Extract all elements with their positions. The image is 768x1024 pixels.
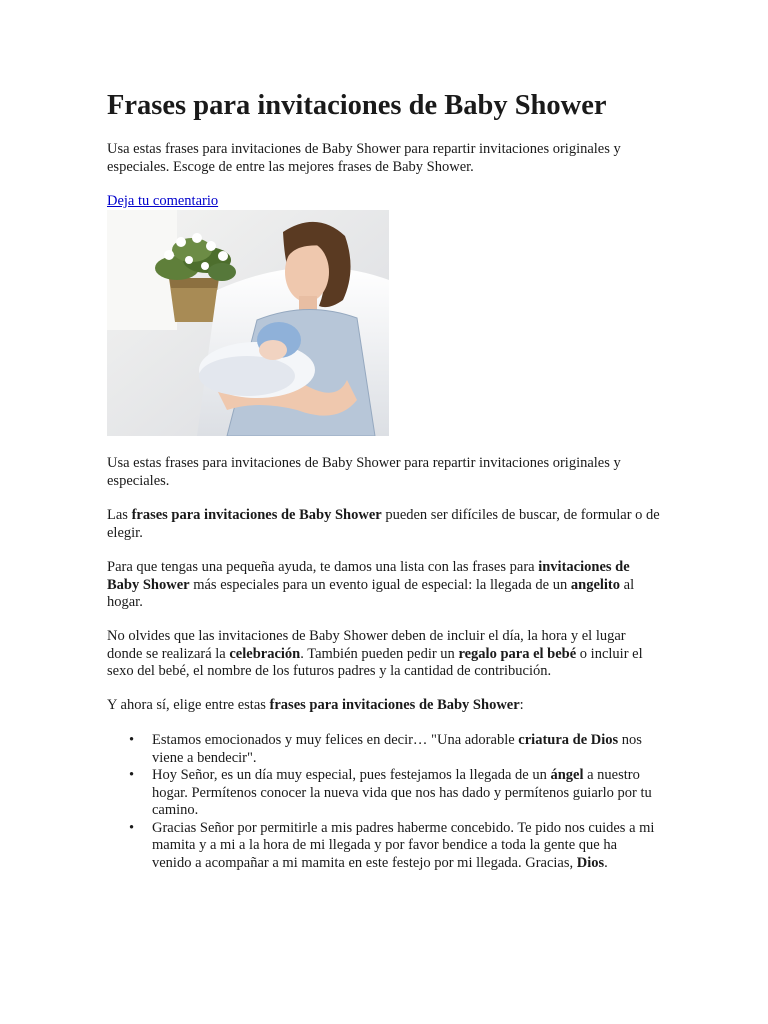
comment-link[interactable]: Deja tu comentario xyxy=(107,193,219,209)
bullet-icon: • xyxy=(129,732,135,748)
phrases-list xyxy=(107,732,655,872)
paragraph-2: Las frases para invitaciones de Baby Shower pueden ser difíciles de buscar, de formular o de elegir. xyxy=(107,507,660,541)
paragraph-3: Para que tengas una pequeña ayuda, te damos una lista con las frases para invitaciones de Baby Shower más especiales para un evento igual de especial: la llegada de un angelito al hogar. xyxy=(107,559,635,610)
intro-text: Usa estas frases para invitaciones de Baby Shower para repartir invitaciones originales y especiales. Escoge de entre las mejores frases de Baby Shower. xyxy=(107,141,621,175)
mother-baby-illustration xyxy=(107,210,389,436)
paragraph-5: Y ahora sí, elige entre estas frases para invitaciones de Baby Shower: xyxy=(107,697,524,713)
list-item: • Estamos emocionados y muy felices en decir… "Una adorable criatura de Dios nos viene a bendecir". xyxy=(129,732,642,766)
bullet-icon: • xyxy=(129,767,135,783)
paragraph-4: No olvides que las invitaciones de Baby Shower deben de incluir el día, la hora y el lugar donde se realizará la celebración. También pueden pedir un regalo para el bebé o incluir el sexo del bebé, el nombre de los futuros padres y la cantidad de contribución. xyxy=(107,628,643,679)
page-title: Frases para invitaciones de Baby Shower xyxy=(107,90,607,121)
paragraph-1: Usa estas frases para invitaciones de Baby Shower para repartir invitaciones originales y especiales. xyxy=(107,455,621,489)
list-item: • Gracias Señor por permitirle a mis padres haberme concebido. Te pido nos cuides a mi mamita y a mi a la hora de mi llegada y por favor bendice a toda la gente que ha venido a acompañar a mi mamita en este festejo por mi llegada. Gracias, Dios. xyxy=(129,819,655,871)
bullet-icon: • xyxy=(129,819,135,836)
list-item: • Hoy Señor, es un día muy especial, pues festejamos la llegada de un ángel a nuestro hogar. Permítenos conocer la nueva vida que nos has dado y permítenos guiarlo por tu camino. xyxy=(129,767,652,818)
mother-baby-photo xyxy=(107,210,389,436)
